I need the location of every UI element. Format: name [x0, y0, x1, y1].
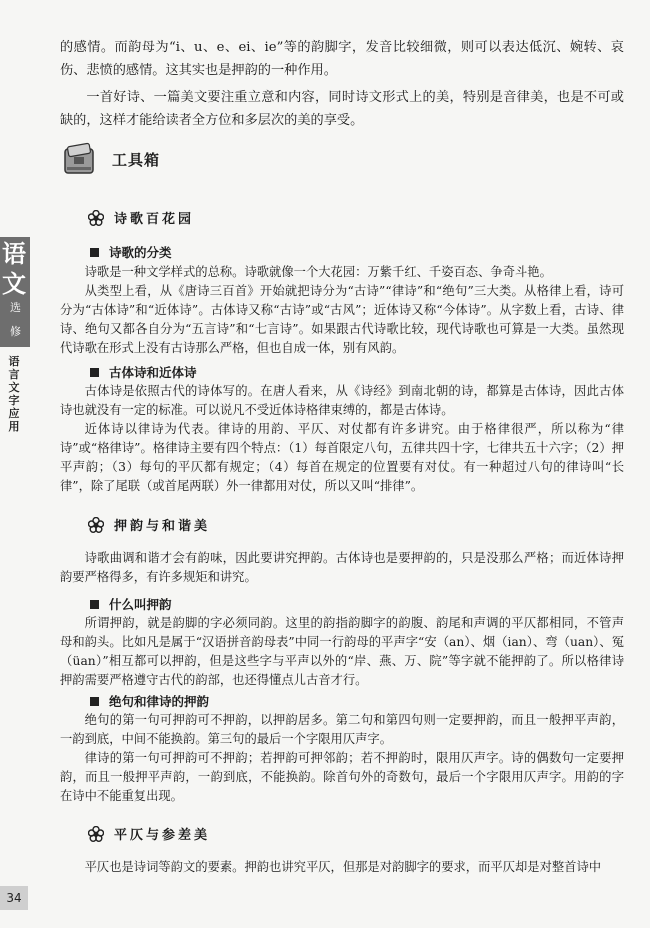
section-garden — [88, 208, 624, 227]
subsection-title: 什么叫押韵 — [109, 597, 172, 612]
tab-char-4: 修 — [10, 325, 21, 338]
subsection-ancient-modern — [88, 362, 624, 382]
ancient-modern-body — [60, 382, 624, 496]
section-rhyme — [88, 515, 624, 534]
subsection-heading — [88, 362, 624, 382]
section-heading — [88, 515, 624, 534]
paragraph: 律诗的第一句可押韵可不押韵；若押韵可押邻韵；若不押韵时，限用仄声字。诗的偶数句一定要押韵，而且一般押平声韵，一韵到底，不能换韵。除首句外的奇数句，最后一个字限用仄声字。用韵的字在诗中不能重复出现。 — [60, 751, 624, 803]
section-tone — [88, 824, 624, 843]
subsection-heading — [88, 594, 624, 614]
classification-body — [60, 263, 624, 358]
subsection-classification — [88, 242, 624, 262]
paragraph: 平仄也是诗词等韵文的要素。押韵也讲究平仄，但那是对韵脚字的要求，而平仄却是对整首诗中 — [84, 860, 602, 874]
subsection-title: 古体诗和近体诗 — [109, 365, 197, 380]
paragraph: 近体诗以律诗为代表。律诗的用韵、平仄、对仗都有许多讲究。由于格律很严，所以称为“律诗”或“格律诗”。格律诗主要有四个特点：（1）每首限定八句，五律共四十字，七律共五十六字；（2）押平声韵；（3）每句的平仄都有规定；（4）每首在规定的位置要有对仗。有一种超过八句的律诗叫“长律”，除了尾联（或首尾两联）外一律都用对仗，所以又叫“排律”。 — [60, 422, 624, 493]
paragraph: 古体诗是依照古代的诗体写的。在唐人看来，从《诗经》到南北朝的诗，都算是古体诗，因此古体诗也就没有一定的标准。可以说凡不受近体诗格律束缚的，都是古体诗。 — [60, 384, 624, 417]
section-heading — [88, 824, 624, 843]
flower-icon — [88, 826, 104, 842]
book-title-tab — [0, 237, 30, 347]
square-bullet-icon — [90, 368, 99, 377]
paragraph: 绝句的第一句可押韵可不押韵，以押韵居多。第二句和第四句则一定要押韵，而且一般押平声韵，一韵到底，中间不能换韵。第三句的最后一个字限用仄声字。 — [60, 713, 624, 746]
rhyme-intro-body — [60, 549, 624, 587]
paragraph: 诗歌是一种文学样式的总称。诗歌就像一个大花园：万紫千红、千姿百态、争奇斗艳。 — [84, 265, 552, 279]
subsection-title: 绝句和律诗的押韵 — [109, 694, 210, 709]
section-title: 诗歌百花园 — [114, 212, 195, 227]
section-title: 平仄与参差美 — [114, 828, 211, 843]
subsection-quatrain-rhyme — [88, 691, 624, 711]
page-number: 34 — [0, 886, 28, 910]
subsection-title: 诗歌的分类 — [109, 245, 172, 260]
square-bullet-icon — [90, 600, 99, 609]
paragraph: 诗歌曲调和谐才会有韵味，因此要讲究押韵。古体诗也是要押韵的，只是没那么严格；而近体诗押韵要严格得多，有许多规矩和讲究。 — [60, 551, 624, 584]
paragraph: 所谓押韵，就是韵脚的字必须同韵。这里的韵指韵脚字的韵腹、韵尾和声调的平仄都相同，不管声母和韵头。比如凡是属于“汉语拼音韵母表”中同一行韵母的平声字“安（an）、烟（ian）、弯（uan）、冤（üan）”相互都可以押韵，但是这些字与平声以外的“岸、燕、万、院”等字就不能押韵了。所以格律诗押韵需要严格遵守古代的韵部，也还得懂点儿古音才行。 — [60, 616, 624, 687]
flower-icon — [88, 210, 104, 226]
quatrain-rhyme-body — [60, 711, 624, 806]
tab-char-1: 语 — [2, 239, 26, 268]
what-is-rhyme-body — [60, 614, 624, 690]
section-title: 押韵与和谐美 — [114, 519, 211, 534]
section-heading — [88, 208, 624, 227]
tab-char-3: 选 — [10, 301, 21, 314]
toolbox-title: 工具箱 — [112, 150, 161, 169]
intro-paragraph-2: 一首好诗、一篇美文要注重立意和内容，同时诗文形式上的美，特别是音律美，也是不可或缺的，这样才能给读者全方位和多层次的美的享受。 — [60, 90, 624, 128]
square-bullet-icon — [90, 697, 99, 706]
subsection-heading — [88, 242, 624, 262]
book-subtitle-vertical: 语言文字应用 — [8, 355, 20, 433]
toolbox-header — [62, 141, 160, 177]
tab-char-2: 文 — [2, 269, 26, 298]
square-bullet-icon — [90, 248, 99, 257]
paragraph: 从类型上看，从《唐诗三百首》开始就把诗分为“古诗”“律诗”和“绝句”三大类。从格律上看，诗可分为“古体诗”和“近体诗”。古体诗又称“古诗”或“古风”；近体诗又称“今体诗”。从字数上看，古诗、律诗、绝句又都各自分为“五言诗”和“七言诗”。如果跟古代诗歌比较，现代诗歌也可算是一大类。虽然现代诗歌在形式上没有古诗那么严格，但也自成一体，别有风韵。 — [60, 284, 624, 355]
toolbox-icon — [62, 141, 98, 177]
intro-paragraph-1: 的感情。而韵母为“i、u、e、ei、ie”等的韵脚字，发音比较细微，则可以表达低沉、婉转、哀伤、悲愤的感情。这其实也是押韵的一种作用。 — [60, 40, 624, 78]
tone-body — [60, 858, 624, 877]
subsection-what-is-rhyme — [88, 594, 624, 614]
flower-icon — [88, 517, 104, 533]
intro-text — [60, 36, 624, 132]
subsection-heading — [88, 691, 624, 711]
